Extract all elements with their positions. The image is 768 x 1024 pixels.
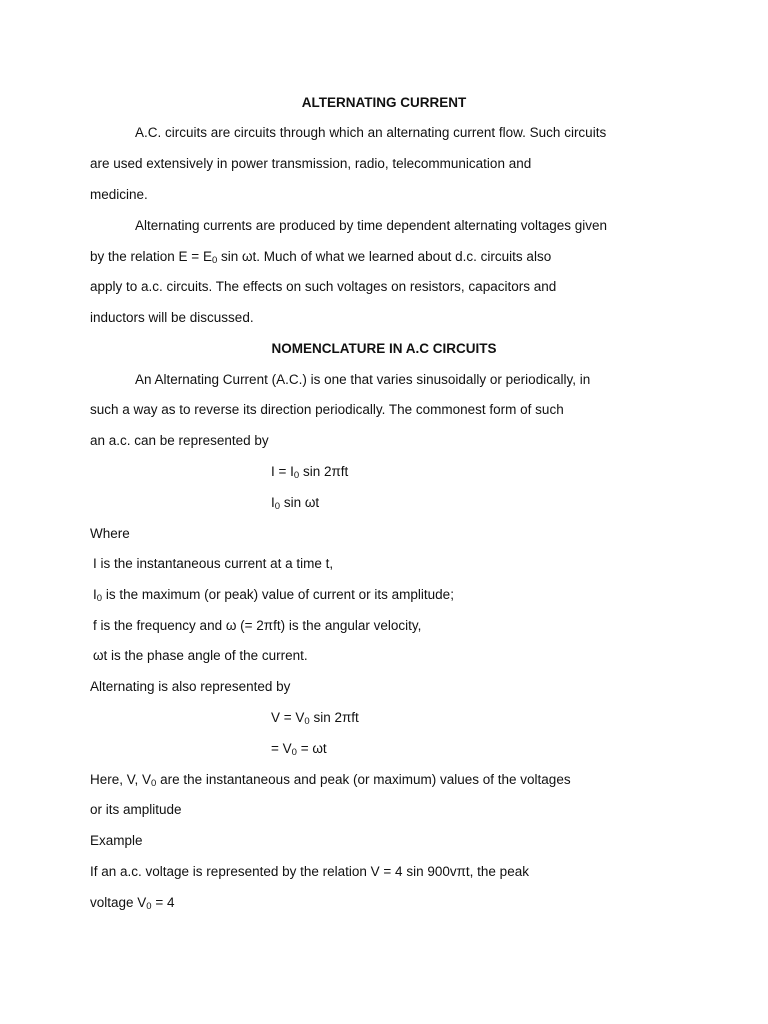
equation-current: $I = I_0$ sin 2πft xyxy=(271,464,349,481)
example-line: voltage $V_0 = 4$ xyxy=(90,895,175,912)
alternating-representation-line: Alternating is also represented by xyxy=(90,679,291,694)
definition-line: I is the instantaneous current at a time t, xyxy=(93,556,334,571)
nomenclature-paragraph-line: such a way as to reverse its direction periodically. The commonest form of such xyxy=(90,402,564,417)
equation-current-alt: $I_0$ sin ωt xyxy=(271,495,320,512)
document-title: ALTERNATING CURRENT xyxy=(301,95,467,110)
definition-line: $I_0$ is the maximum (or peak) value of current or its amplitude; xyxy=(93,587,454,604)
explanation-line: Here, V, $V_0$ are the instantaneous and peak (or maximum) values of the voltages xyxy=(90,772,571,789)
intro-paragraph-line: by the relation $E = E_0$ sin ωt. Much of what we learned about d.c. circuits also xyxy=(90,249,552,266)
where-label: Where xyxy=(90,526,130,541)
equation-voltage: $V = V_0$ sin 2πft xyxy=(271,710,359,727)
example-line: If an a.c. voltage is represented by the relation V = 4 sin 900vπt, the peak xyxy=(90,864,529,879)
nomenclature-paragraph-line: an a.c. can be represented by xyxy=(90,433,269,448)
definition-line: ωt is the phase angle of the current. xyxy=(93,648,308,663)
intro-paragraph-line: apply to a.c. circuits. The effects on such voltages on resistors, capacitors and xyxy=(90,279,557,294)
intro-paragraph-line: Alternating currents are produced by time dependent alternating voltages given xyxy=(135,218,608,233)
nomenclature-paragraph-line: An Alternating Current (A.C.) is one that varies sinusoidally or periodically, in xyxy=(135,372,591,387)
definition-line: f is the frequency and ω (= 2πft) is the angular velocity, xyxy=(93,618,422,633)
intro-paragraph-line: A.C. circuits are circuits through which an alternating current flow. Such circuits xyxy=(135,125,607,140)
section-heading: NOMENCLATURE IN A.C CIRCUITS xyxy=(271,341,497,356)
intro-paragraph-line: inductors will be discussed. xyxy=(90,310,254,325)
equation-voltage-alt: = $V_0 = \omega t$ xyxy=(271,741,327,758)
example-label: Example xyxy=(90,833,143,848)
intro-paragraph-line: medicine. xyxy=(90,187,148,202)
explanation-line: or its amplitude xyxy=(90,802,182,817)
intro-paragraph-line: are used extensively in power transmission, radio, telecommunication and xyxy=(90,156,532,171)
